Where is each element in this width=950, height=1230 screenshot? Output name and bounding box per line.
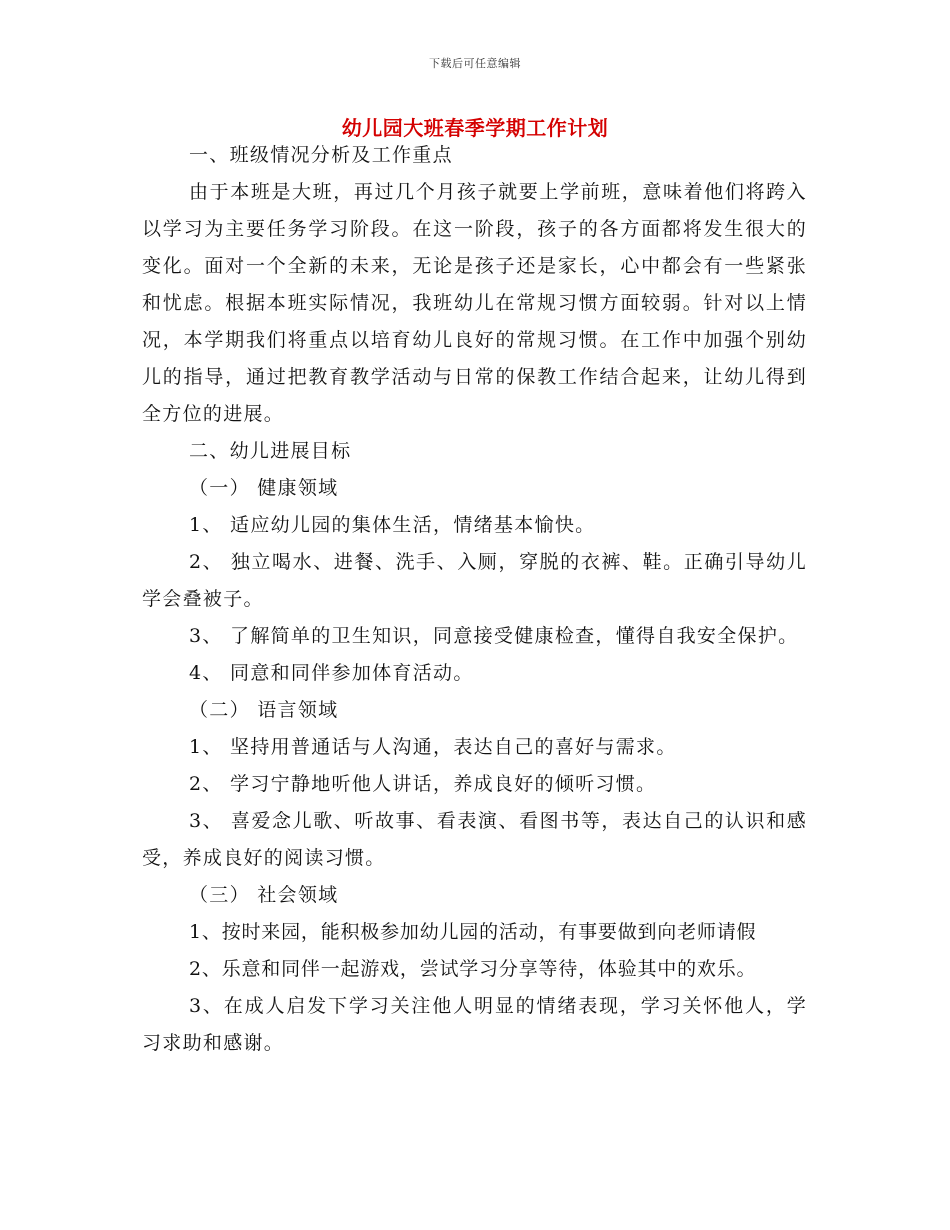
subsection-heading: （一） 健康领域	[189, 477, 339, 499]
document-body	[142, 137, 807, 1062]
list-item: 2、 独立喝水、进餐、洗手、入厕，穿脱的衣裤、鞋。正确引导幼儿学会叠被子。	[142, 551, 807, 610]
document-title: 幼儿园大班春季学期工作计划	[341, 116, 609, 140]
header-note: 下载后可任意编辑	[429, 57, 521, 70]
list-item: 1、 适应幼儿园的集体生活，情绪基本愉快。	[189, 514, 596, 536]
list-item: 4、 同意和同伴参加体育活动。	[189, 662, 474, 684]
paragraph: 由于本班是大班，再过几个月孩子就要上学前班，意味着他们将跨入以学习为主要任务学习阶段。在这一阶段，孩子的各方面都将发生很大的变化。面对一个全新的未来，无论是孩子还是家长，心中都会有一些紧张和忧虑。根据本班实际情况，我班幼儿在常规习惯方面较弱。针对以上情况，本学期我们将重点以培育幼儿良好的常规习惯。在工作中加强个别幼儿的指导，通过把教育教学活动与日常的保教工作结合起来，让幼儿得到全方位的进展。	[142, 181, 807, 425]
list-item: 3、 了解简单的卫生知识，同意接受健康检查，懂得自我安全保护。	[189, 625, 799, 647]
list-item: 2、 学习宁静地听他人讲话，养成良好的倾听习惯。	[189, 773, 657, 795]
subsection-heading: （二） 语言领域	[189, 699, 339, 721]
list-item: 1、按时来园，能积极参加幼儿园的活动，有事要做到向老师请假	[189, 921, 757, 943]
list-item: 1、 坚持用普通话与人沟通，表达自己的喜好与需求。	[189, 736, 677, 758]
section-heading: 一、班级情况分析及工作重点	[189, 144, 453, 166]
list-item: 3、 喜爱念儿歌、听故事、看表演、看图书等，表达自己的认识和感受，养成良好的阅读习惯。	[142, 810, 807, 869]
list-item: 3、在成人启发下学习关注他人明显的情绪表现，学习关怀他人，学习求助和感谢。	[142, 995, 807, 1054]
section-heading: 二、幼儿进展目标	[189, 440, 352, 462]
subsection-heading: （三） 社会领域	[189, 884, 339, 906]
list-item: 2、乐意和同伴一起游戏，尝试学习分享等待，体验其中的欢乐。	[189, 958, 757, 980]
